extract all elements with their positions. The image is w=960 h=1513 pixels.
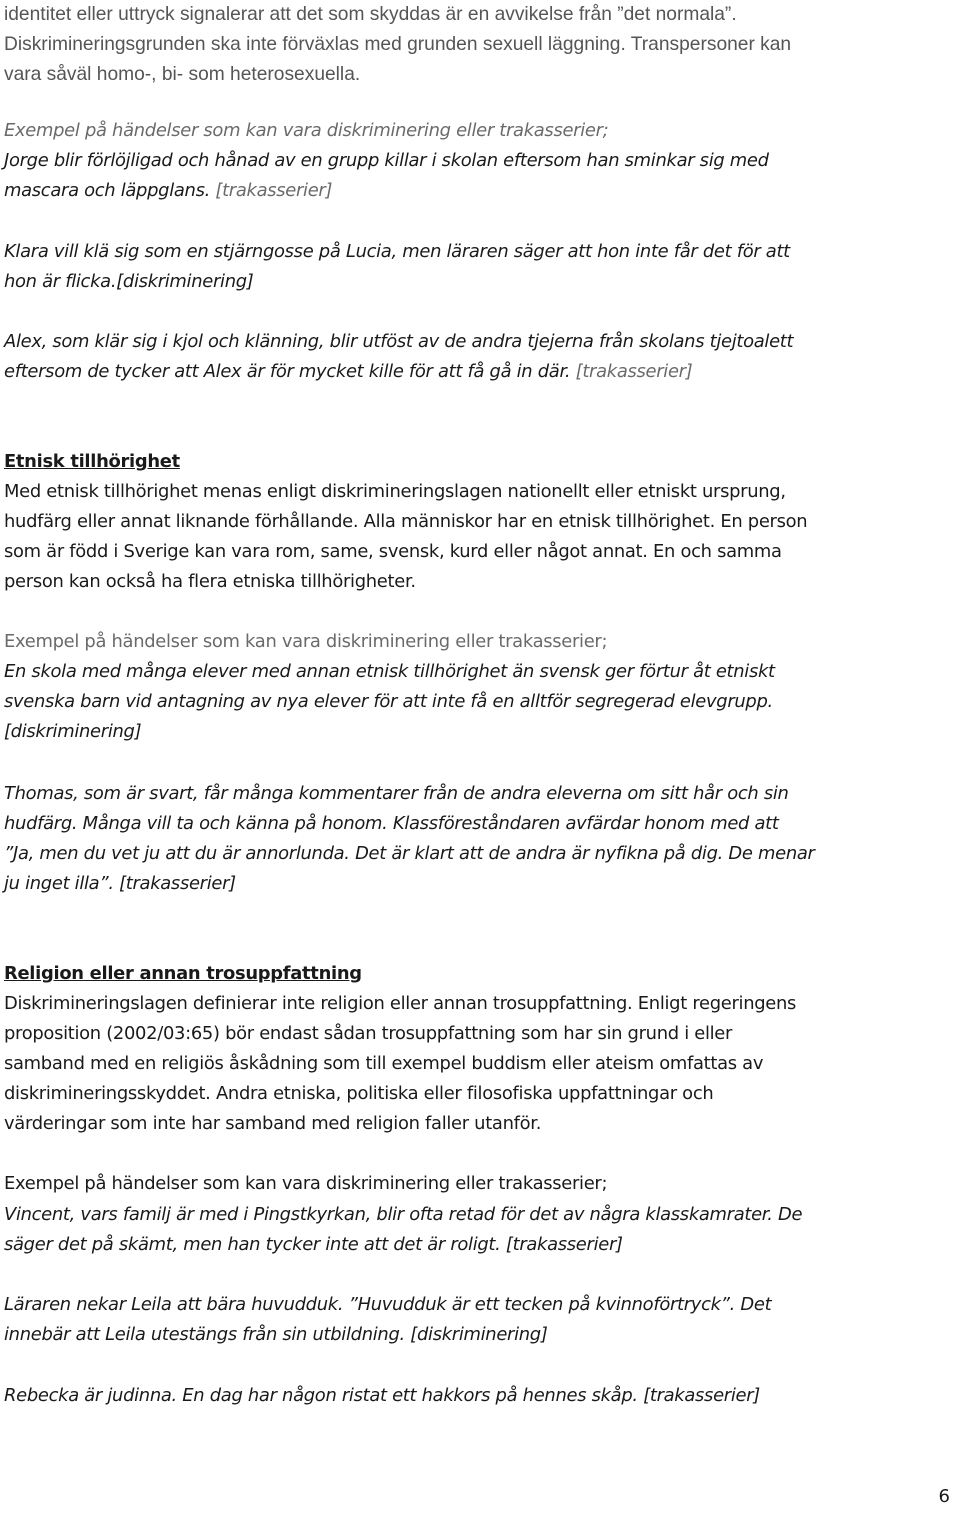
body-line: hudfärg eller annat liknande förhållande. Alla människor har en etnisk tillhörighet. En person (4, 511, 808, 532)
body-line: värderingar som inte har samband med religion faller utanför. (4, 1113, 542, 1134)
section-heading-etnisk (4, 447, 956, 477)
example-line (4, 357, 956, 387)
example-rebecka (4, 1381, 956, 1411)
page-number: 6 (938, 1486, 950, 1507)
examples-lead (4, 116, 956, 146)
example-alex (4, 327, 956, 387)
body-line: person kan också ha flera etniska tillhörigheter. (4, 571, 416, 592)
example-text: säger det på skämt, men han tycker inte att det är roligt. (4, 1234, 506, 1255)
etnisk-paragraph (4, 477, 956, 597)
examples-lead-text: Exempel på händelser som kan vara diskriminering eller trakasserier; (4, 631, 608, 652)
example-text: mascara och läppglans. (4, 180, 216, 201)
example-line: Läraren nekar Leila att bära huvudduk. ”Huvudduk är ett tecken på kvinnoförtryck”. Det (4, 1294, 772, 1315)
harassment-tag: [trakasserier] (505, 1234, 623, 1255)
section-heading-text: Etnisk tillhörighet (4, 451, 180, 472)
example-line (4, 267, 956, 297)
body-line: samband med en religiös åskådning som till exempel buddism eller ateism omfattas av (4, 1053, 764, 1074)
body-line: som är född i Sverige kan vara rom, same, svensk, kurd eller något annat. En och samma (4, 541, 782, 562)
body-line: Med etnisk tillhörighet menas enligt diskrimineringslagen nationellt eller etniskt ursprung, (4, 481, 786, 502)
example-line: svenska barn vid antagning av nya elever för att inte få en alltför segregerad elevgrupp. (4, 691, 773, 712)
harassment-tag: [trakasserier] (119, 873, 236, 894)
example-line (4, 176, 956, 206)
examples-lead (4, 627, 956, 657)
intro-line: identitet eller uttryck signalerar att det som skyddas är en avvikelse från ”det normala”. (4, 4, 737, 25)
example-text: ju inget illa”. (4, 873, 120, 894)
harassment-tag: [trakasserier] (575, 361, 693, 382)
religion-paragraph (4, 989, 956, 1139)
example-line: Klara vill klä sig som en stjärngosse på Lucia, men läraren säger att hon inte får det för att (4, 241, 790, 262)
example-text: hon är flicka. (4, 271, 117, 292)
body-line: Diskrimineringslagen definierar inte religion eller annan trosuppfattning. Enligt regeringens (4, 993, 797, 1014)
example-text: Rebecka är judinna. En dag har någon ristat ett hakkors på hennes skåp. (4, 1385, 644, 1406)
example-line: Thomas, som är svart, får många kommentarer från de andra eleverna om sitt hår och sin (4, 783, 789, 804)
example-text: innebär att Leila utestängs från sin utbildning. (4, 1324, 411, 1345)
example-jorge (4, 146, 956, 206)
intro-paragraph (4, 0, 956, 90)
example-line (4, 1320, 956, 1350)
intro-line: vara såväl homo-, bi- som heterosexuella. (4, 64, 361, 85)
discrimination-tag: [diskriminering] (410, 1324, 548, 1345)
example-klara (4, 237, 956, 297)
discrimination-tag: [diskriminering] (116, 271, 254, 292)
example-line: Jorge blir förlöjligad och hånad av en grupp killar i skolan eftersom han sminkar sig med (4, 150, 769, 171)
intro-line: Diskrimineringsgrunden ska inte förväxlas med grunden sexuell läggning. Transpersoner kan (4, 34, 792, 55)
examples-lead-text: Exempel på händelser som kan vara diskriminering eller trakasserier; (4, 1173, 608, 1194)
examples-lead-text: Exempel på händelser som kan vara diskriminering eller trakasserier; (4, 120, 609, 141)
examples-lead (4, 1169, 956, 1199)
body-line: proposition (2002/03:65) bör endast sådan trosuppfattning som har sin grund i eller (4, 1023, 733, 1044)
example-skola (4, 657, 956, 747)
harassment-tag: [trakasserier] (643, 1385, 760, 1406)
example-line: Vincent, vars familj är med i Pingstkyrkan, blir ofta retad för det av några klasskamrater. De (4, 1204, 803, 1225)
section-heading-religion (4, 959, 956, 989)
example-line: hudfärg. Många vill ta och känna på honom. Klassföreståndaren avfärdar honom med att (4, 813, 779, 834)
example-leila (4, 1290, 956, 1350)
example-line (4, 1230, 956, 1260)
discrimination-tag: [diskriminering] (4, 721, 142, 742)
body-line: diskrimineringsskyddet. Andra etniska, politiska eller filosofiska uppfattningar och (4, 1083, 714, 1104)
example-line: Alex, som klär sig i kjol och klänning, blir utföst av de andra tjejerna från skolans tjejtoalett (4, 331, 794, 352)
example-thomas (4, 779, 956, 899)
example-line (4, 869, 956, 899)
example-text: eftersom de tycker att Alex är för mycket kille för att få gå in där. (4, 361, 576, 382)
example-vincent (4, 1200, 956, 1260)
harassment-tag: [trakasserier] (215, 180, 333, 201)
example-line (4, 1381, 956, 1411)
example-line: En skola med många elever med annan etnisk tillhörighet än svensk ger förtur åt etniskt (4, 661, 775, 682)
example-line: ”Ja, men du vet ju att du är annorlunda. Det är klart att de andra är nyfikna på dig. De menar (4, 843, 815, 864)
section-heading-text: Religion eller annan trosuppfattning (4, 963, 362, 984)
